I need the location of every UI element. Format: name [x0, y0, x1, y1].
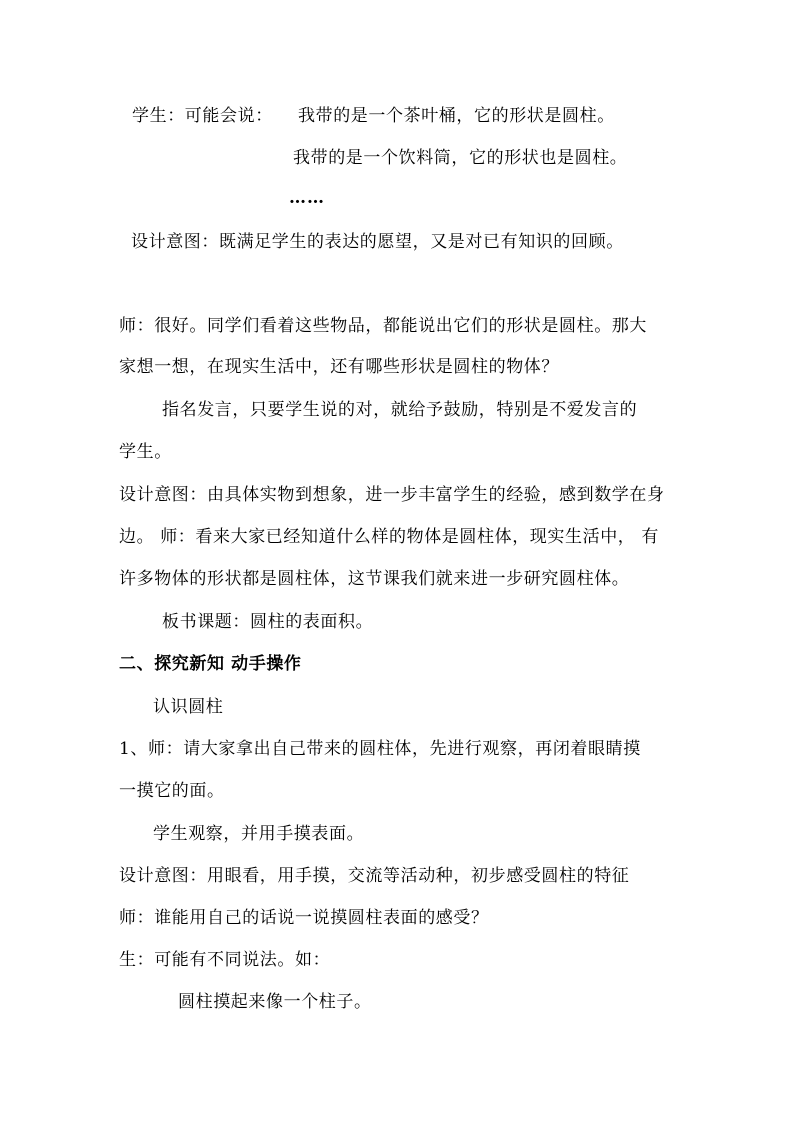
paragraph-line: 家想一想，在现实生活中，还有哪些形状是圆柱的物体？ [119, 357, 559, 377]
paragraph-line: 生：可能有不同说法。如： [119, 950, 331, 970]
paragraph-line: 师：谁能用自己的话说一说摸圆柱表面的感受？ [119, 908, 489, 928]
paragraph-line: 指名发言，只要学生说的对，就给予鼓励，特别是不爱发言的 [162, 400, 638, 420]
paragraph-line: 学生观察，并用手摸表面。 [153, 824, 365, 844]
design-intent-1: 设计意图：既满足学生的表达的愿望，又是对已有知识的回顾。 [131, 232, 624, 252]
paragraph-line: 圆柱摸起来像一个柱子。 [178, 992, 372, 1012]
student-answer-tea-tin: 我带的是一个茶叶桶，它的形状是圆柱。 [298, 106, 615, 126]
paragraph-line: 许多物体的形状都是圆柱体，这节课我们就来进一步研究圆柱体。 [119, 569, 630, 589]
paragraph-line: 1、师：请大家拿出自己带来的圆柱体，先进行观察，再闭着眼睛摸 [119, 739, 641, 759]
design-intent-2: 设计意图：由具体实物到想象，进一步丰富学生的经验，感到数学在身 [119, 485, 665, 505]
paragraph-line: 师：很好。同学们看着这些物品，都能说出它们的形状是圆柱。那大 [119, 316, 647, 336]
student-speaker-label: 学生：可能会说： [132, 106, 273, 126]
paragraph-line: 一摸它的面。 [119, 781, 225, 801]
subsection-heading: 认识圆柱 [153, 697, 224, 717]
student-answer-drink-can: 我带的是一个饮料筒，它的形状也是圆柱。 [293, 148, 628, 168]
section-heading: 二、探究新知 动手操作 [119, 654, 302, 674]
board-title-line: 板书课题：圆柱的表面积。 [162, 612, 374, 632]
paragraph-line: 边。 师：看来大家已经知道什么样的物体是圆柱体，现实生活中， 有 [119, 527, 660, 547]
design-intent-3: 设计意图：用眼看，用手摸，交流等活动种，初步感受圆柱的特征 [119, 866, 630, 886]
ellipsis: …… [289, 188, 325, 208]
paragraph-line: 学生。 [119, 442, 172, 462]
